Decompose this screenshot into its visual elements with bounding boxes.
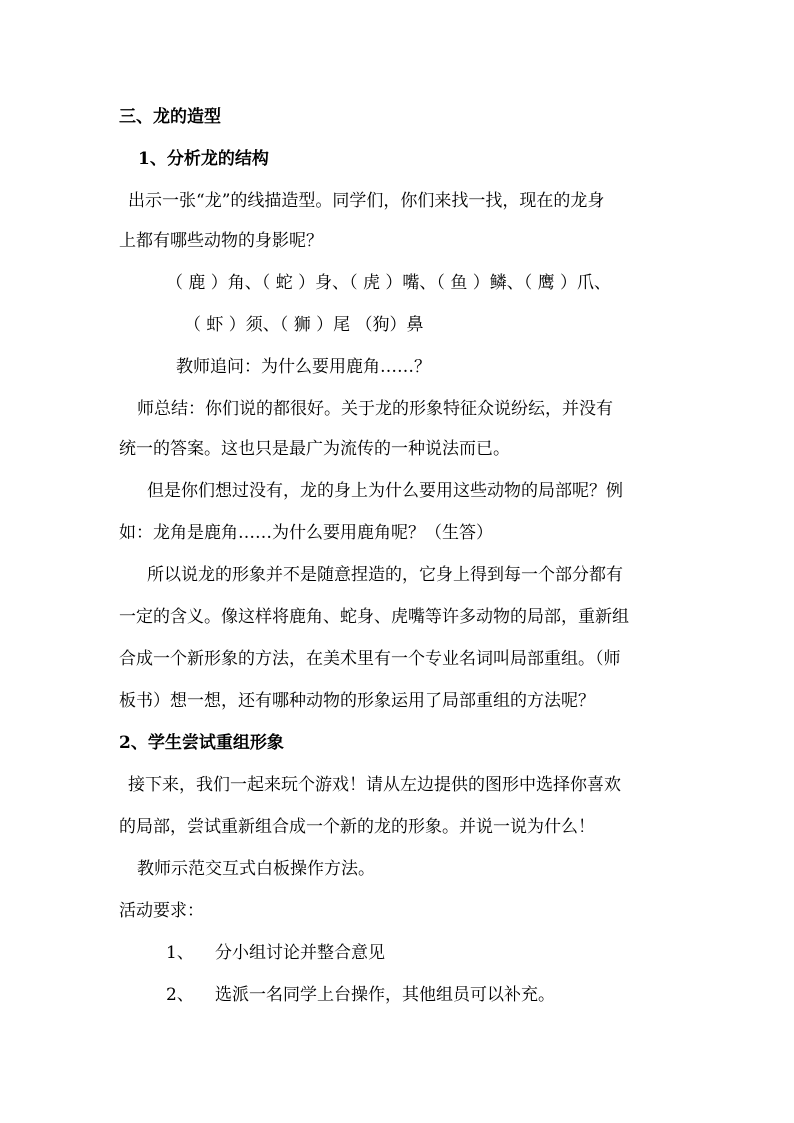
subheading-dragon-structure: 1、分析龙的结构 bbox=[138, 149, 269, 169]
demo-line: 教师示范交互式白板操作方法。 bbox=[137, 859, 375, 879]
section-heading-dragon-shape: 三、龙的造型 bbox=[119, 107, 221, 127]
paragraph-line: 合成一个新形象的方法，在美术里有一个专业名词叫局部重组。（师 bbox=[119, 649, 621, 669]
requirement-number: 2、 bbox=[166, 985, 194, 1005]
paragraph-line: 统一的答案。这也只是最广为流传的一种说法而已。 bbox=[119, 439, 510, 459]
teacher-question: 教师追问：为什么要用鹿角……？ bbox=[176, 357, 431, 377]
paragraph-line: 接下来，我们一起来玩个游戏！请从左边提供的图形中选择你喜欢 bbox=[128, 775, 621, 795]
paragraph-line: 上都有哪些动物的身影呢？ bbox=[119, 231, 323, 251]
paragraph-line: 所以说龙的形象并不是随意捏造的，它身上得到每一个部分都有 bbox=[147, 565, 623, 585]
requirement-number: 1、 bbox=[166, 943, 194, 963]
paragraph-line: 一定的含义。像这样将鹿角、蛇身、虎嘴等许多动物的局部，重新组 bbox=[119, 607, 629, 627]
animal-parts-line: （ 虾 ）须、（ 狮 ）尾 （狗）鼻 bbox=[184, 315, 424, 335]
paragraph-line: 的局部，尝试重新组合成一个新的龙的形象。并说一说为什么！ bbox=[119, 817, 595, 837]
paragraph-line: 但是你们想过没有，龙的身上为什么要用这些动物的局部呢？例 bbox=[147, 481, 623, 501]
subheading-student-recombine: 2、学生尝试重组形象 bbox=[119, 733, 284, 753]
requirement-text: 选派一名同学上台操作，其他组员可以补充。 bbox=[215, 985, 555, 1005]
paragraph-line: 出示一张“龙”的线描造型。同学们，你们来找一找，现在的龙身 bbox=[128, 191, 605, 211]
paragraph-line: 如：龙角是鹿角……为什么要用鹿角呢？（生答） bbox=[119, 523, 493, 543]
animal-parts-line: （ 鹿 ）角、（ 蛇 ）身、（ 虎 ）嘴、（ 鱼 ）鳞、（ 鹰 ）爪、 bbox=[166, 273, 612, 293]
paragraph-line: 板书）想一想，还有哪种动物的形象运用了局部重组的方法呢？ bbox=[119, 691, 595, 711]
paragraph-line: 师总结：你们说的都很好。关于龙的形象特征众说纷纭，并没有 bbox=[137, 399, 613, 419]
requirements-title: 活动要求： bbox=[119, 901, 204, 921]
requirement-text: 分小组讨论并整合意见 bbox=[215, 943, 385, 963]
